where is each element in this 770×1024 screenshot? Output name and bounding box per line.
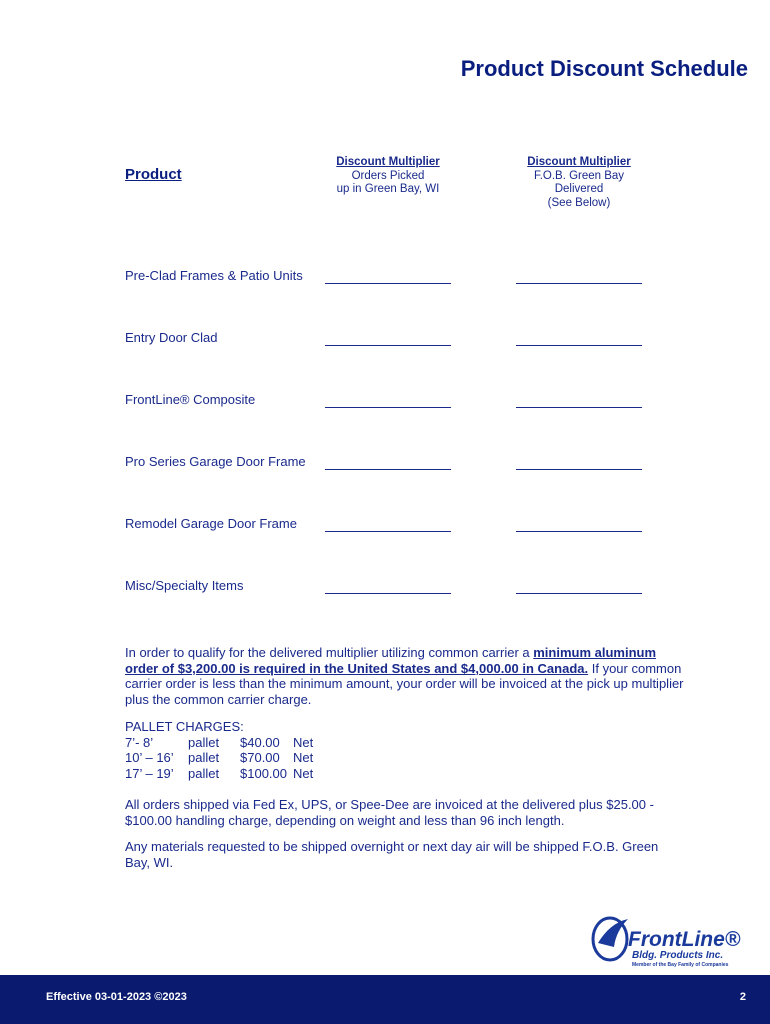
minimum-order-emphasis: minimum aluminum order of $3,200.00 is required in the United States and $4,000.00 in Canada. — [125, 645, 657, 676]
logo-tagline: Member of the Bay Family of Companies — [632, 962, 729, 968]
pallet-price: $40.00 — [240, 734, 280, 750]
table-row — [125, 735, 313, 751]
page-footer — [0, 975, 770, 1024]
pickup-multiplier-field[interactable] — [325, 593, 451, 594]
delivered-multiplier-field[interactable] — [516, 469, 642, 470]
minimum-order-paragraph — [125, 645, 685, 707]
pallet-terms: Net — [293, 765, 314, 781]
delivered-multiplier-header — [509, 156, 649, 210]
minimum-order-text-end: If your common carrier order is less than the minimum amount, your order will be invoiced at the pick up multiplier plus the common carrier charge. — [125, 660, 684, 707]
delivered-line3: (See Below) — [547, 196, 611, 209]
minimum-order-text-start: In order to qualify for the delivered multiplier utilizing common carrier a — [125, 645, 534, 660]
delivered-multiplier-field[interactable] — [516, 593, 642, 594]
table-row — [125, 750, 313, 766]
product-row-label: Entry Door Clad — [125, 330, 218, 345]
pickup-heading: Discount Multiplier — [336, 156, 440, 168]
page-title: Product Discount Schedule — [460, 56, 748, 81]
product-column-header: Product — [125, 166, 182, 183]
logo-name: FrontLine® — [628, 928, 741, 951]
pallet-charges-table — [125, 735, 313, 782]
delivered-multiplier-field[interactable] — [516, 283, 642, 284]
pickup-multiplier-field[interactable] — [325, 407, 451, 408]
product-row-label: Misc/Specialty Items — [125, 578, 244, 593]
parcel-shipping-paragraph: All orders shipped via Fed Ex, UPS, or Spee-Dee are invoiced at the delivered plus $25.00 - $100.00 handling charge, depending on weight and less than 96 inch length. — [125, 797, 654, 828]
pallet-size: 17’ – 19’ — [125, 765, 174, 781]
pallet-unit: pallet — [188, 734, 220, 750]
pallet-size: 10’ – 16’ — [125, 750, 174, 765]
effective-date: Effective 03-01-2023 ©2023 — [46, 991, 187, 1003]
delivered-multiplier-field[interactable] — [516, 531, 642, 532]
pickup-line2: up in Green Bay, WI — [336, 183, 440, 195]
pallet-charges-title: PALLET CHARGES: — [125, 719, 244, 734]
product-row-label: FrontLine® Composite — [125, 392, 256, 407]
delivered-multiplier-field[interactable] — [516, 407, 642, 408]
pallet-charges — [125, 719, 313, 781]
delivered-line1: F.O.B. Green Bay — [533, 169, 625, 182]
product-row-label: Pro Series Garage Door Frame — [125, 454, 306, 469]
pickup-multiplier-header — [318, 156, 458, 197]
product-row-label: Pre-Clad Frames & Patio Units — [125, 268, 303, 283]
pallet-price: $70.00 — [240, 750, 280, 765]
pickup-multiplier-field[interactable] — [325, 531, 451, 532]
frontline-logo — [588, 913, 748, 969]
pickup-multiplier-field[interactable] — [325, 469, 451, 470]
pickup-multiplier-field[interactable] — [325, 345, 451, 346]
page-number: 2 — [739, 991, 746, 1003]
delivered-multiplier-field[interactable] — [516, 345, 642, 346]
table-row — [125, 766, 313, 782]
pallet-terms: Net — [293, 734, 314, 750]
pallet-unit: pallet — [188, 765, 220, 781]
delivered-heading: Discount Multiplier — [527, 156, 631, 168]
logo-subtitle: Bldg. Products Inc. — [632, 950, 724, 961]
pallet-terms: Net — [293, 750, 314, 765]
pickup-multiplier-field[interactable] — [325, 283, 451, 284]
product-row-label: Remodel Garage Door Frame — [125, 516, 297, 531]
pallet-size: 7’- 8’ — [125, 734, 154, 750]
overnight-shipping-paragraph: Any materials requested to be shipped overnight or next day air will be shipped F.O.B. Green Bay, WI. — [125, 839, 659, 870]
pallet-unit: pallet — [188, 750, 220, 765]
pickup-line1: Orders Picked — [351, 169, 425, 182]
pallet-price: $100.00 — [240, 765, 287, 781]
delivered-line2: Delivered — [554, 183, 604, 195]
logo-mark-icon — [598, 919, 628, 947]
